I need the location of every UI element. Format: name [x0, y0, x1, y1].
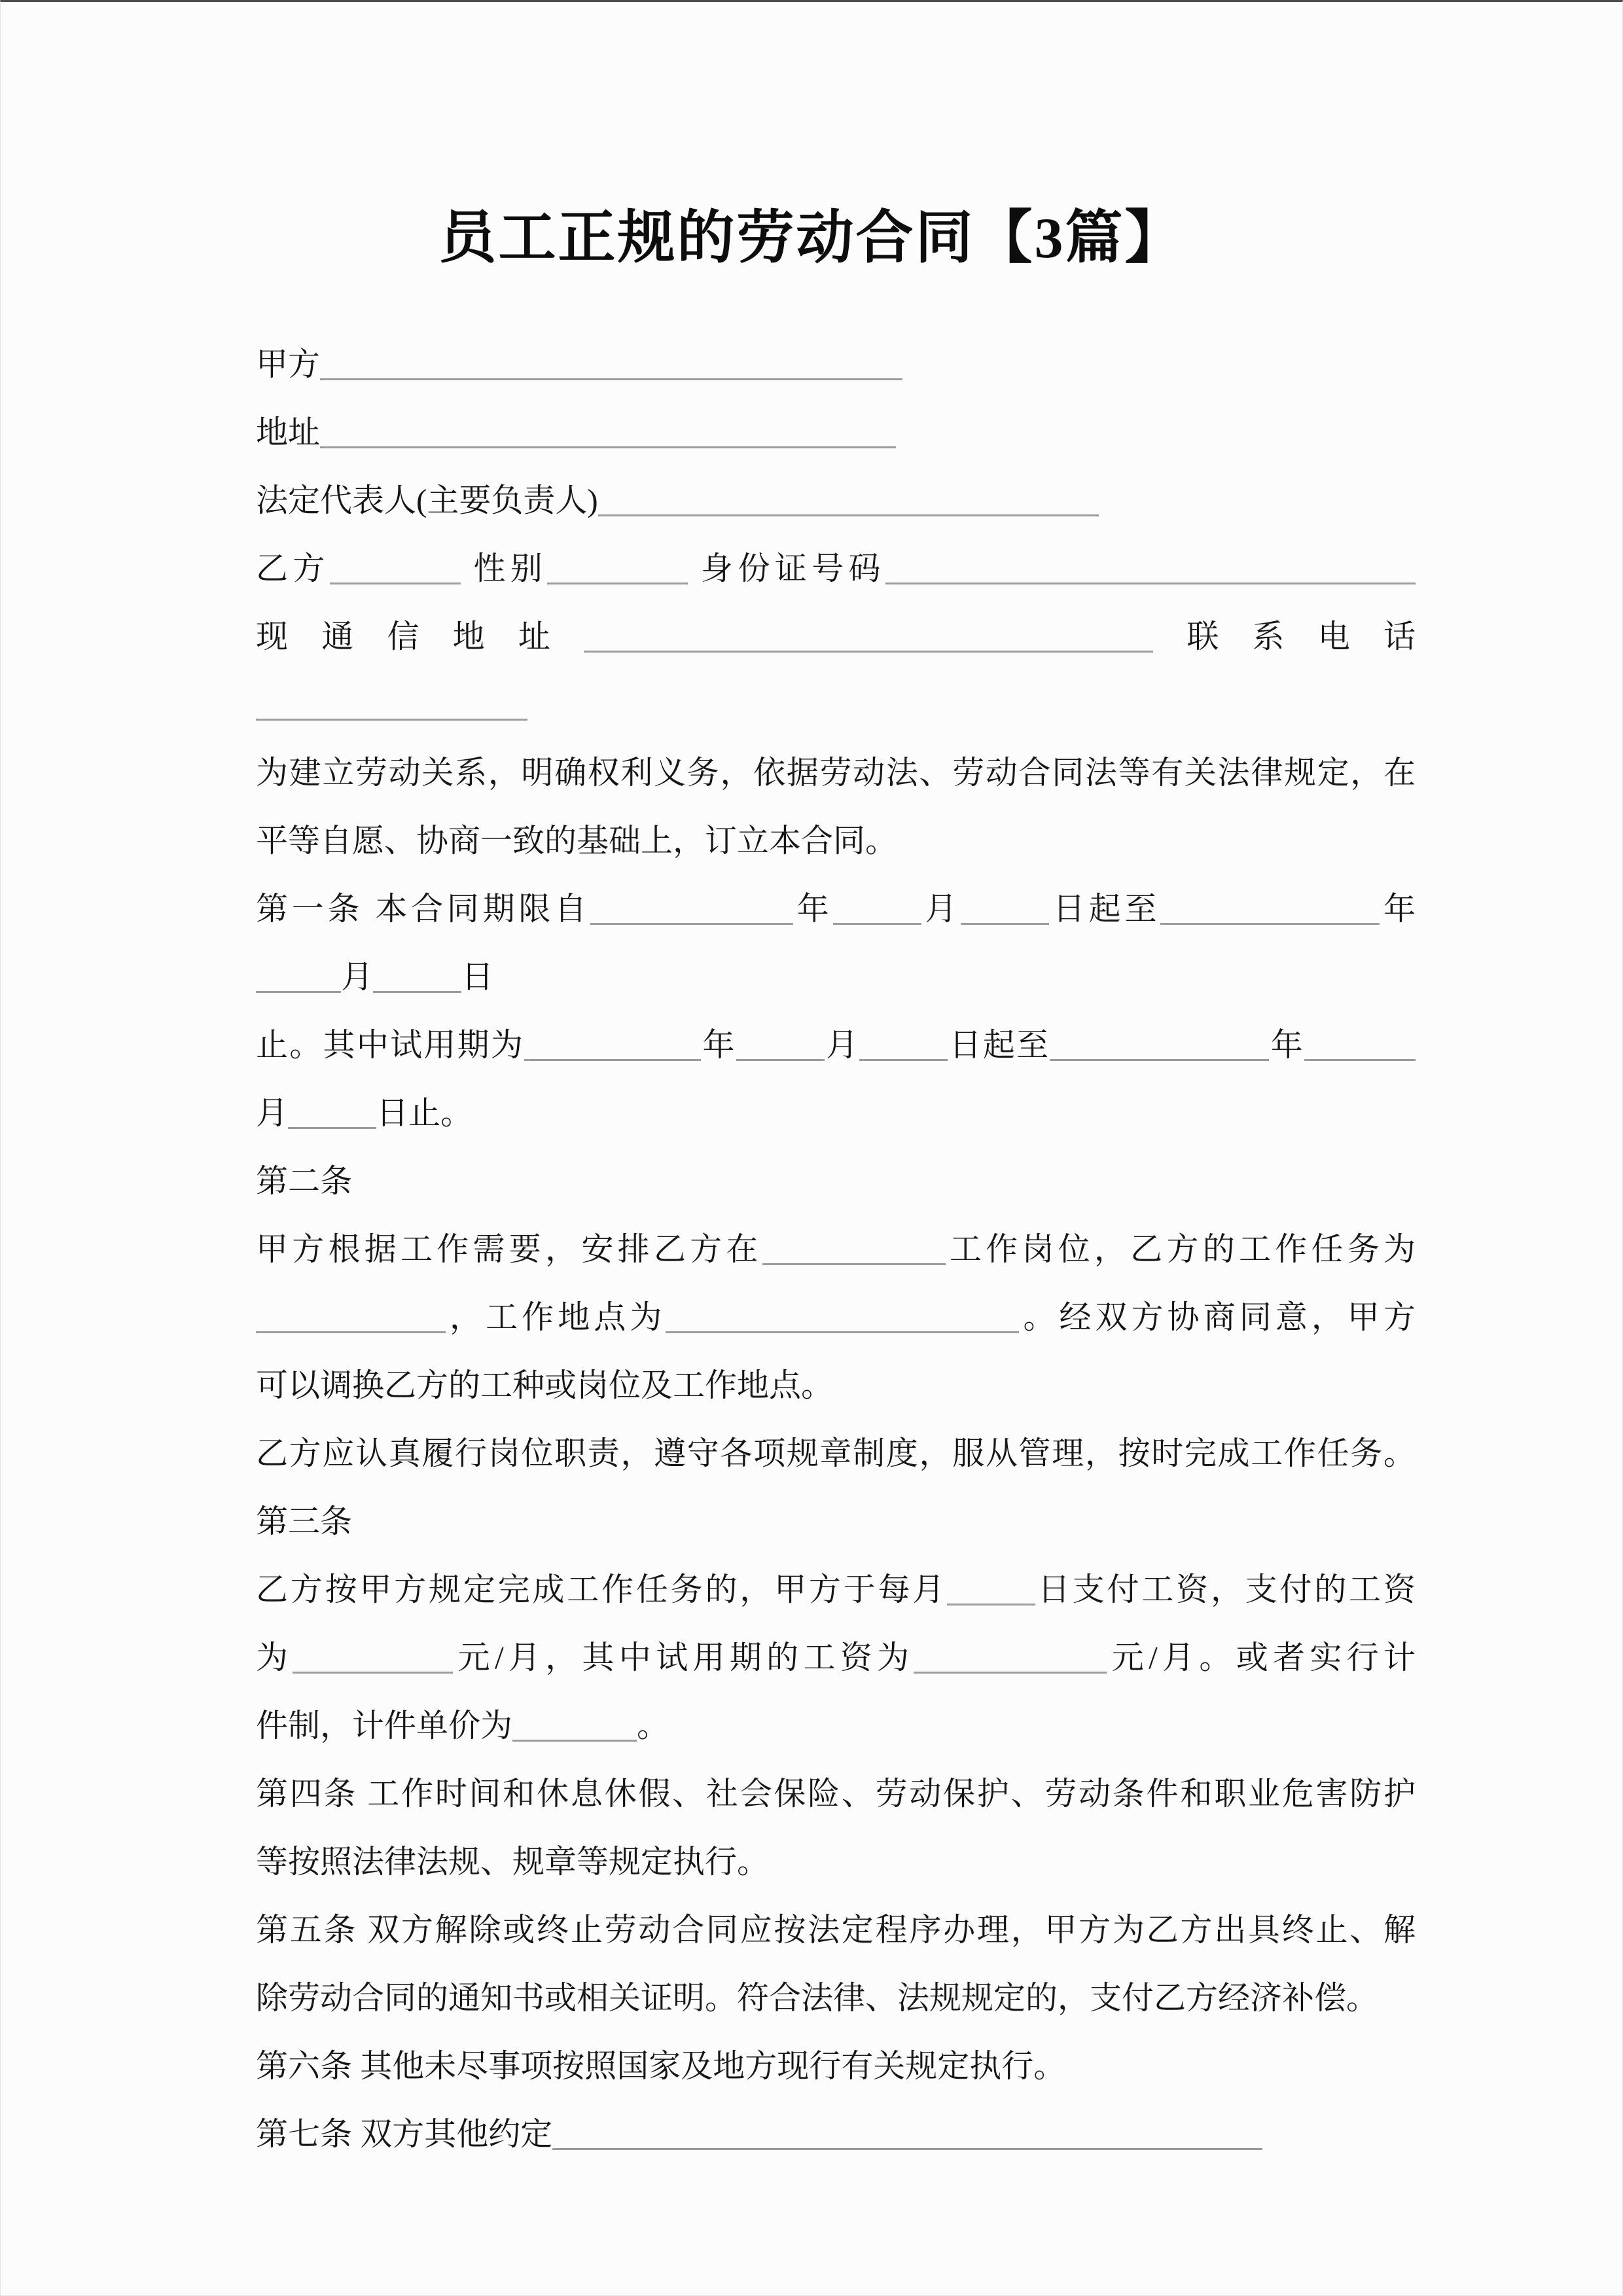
blank-underline	[293, 1666, 453, 1674]
text-segment: 法定代表人(主要负责人)	[256, 482, 598, 518]
text-segment: 件制，计件单价为	[256, 1708, 513, 1744]
blank-underline	[1160, 917, 1380, 925]
text-segment: 月	[921, 891, 961, 927]
text-segment: 年	[1380, 891, 1416, 927]
clause-3-line-2	[256, 1624, 1416, 1692]
text-segment: 日起至	[948, 1027, 1050, 1063]
text-segment: 日起至	[1049, 891, 1161, 927]
para-preamble-line-1	[256, 739, 1416, 807]
text-segment: 乙方	[256, 550, 330, 586]
blank-underline	[961, 917, 1049, 925]
blank-underline	[762, 1257, 946, 1265]
blank-underline	[833, 917, 921, 925]
clause-1-line-1	[256, 875, 1416, 943]
text-segment: 工作岗位，乙方的工作任务为	[945, 1231, 1416, 1267]
text-segment: 除劳动合同的通知书或相关证明。符合法律、法规规定的，支付乙方经济补偿。	[256, 1980, 1379, 2016]
text-segment: 甲方	[256, 346, 321, 382]
blank-underline	[584, 645, 1153, 653]
text-segment: 年	[701, 1027, 736, 1063]
line-legal-rep	[256, 467, 1416, 535]
line-address	[256, 399, 1416, 467]
text-segment: 月	[341, 959, 374, 995]
blank-underline	[590, 917, 793, 925]
clause-3-heading	[256, 1488, 1416, 1556]
text-segment: 联系电话	[1153, 619, 1416, 655]
text-segment: 元/月。或者实行计	[1107, 1640, 1416, 1676]
text-segment: 第三条	[256, 1503, 353, 1539]
clause-3-line-1	[256, 1556, 1416, 1624]
clause-5-line-2	[256, 1964, 1416, 2032]
line-contact-cont	[256, 671, 1416, 739]
blank-underline	[947, 1598, 1035, 1605]
para-preamble-line-2	[256, 807, 1416, 875]
clause-2-heading	[256, 1147, 1416, 1215]
blank-underline	[859, 1053, 948, 1061]
clause-2-line-2	[256, 1283, 1416, 1352]
text-segment: 可以调换乙方的工种或岗位及工作地点。	[256, 1367, 834, 1403]
blank-underline	[288, 1121, 376, 1129]
line-contact	[256, 603, 1416, 671]
text-segment: 乙方应认真履行岗位职责，遵守各项规章制度，服从管理，按时完成工作任务。	[256, 1435, 1416, 1471]
blank-underline	[885, 577, 1416, 584]
text-segment: 现通信地址	[256, 619, 584, 655]
text-segment: 性别	[460, 550, 548, 586]
text-segment: 甲方根据工作需要，安排乙方在	[256, 1231, 762, 1267]
clause-4-line-2	[256, 1828, 1416, 1896]
text-segment: 乙方按甲方规定完成工作任务的，甲方于每月	[256, 1571, 948, 1607]
clause-3-line-3	[256, 1692, 1416, 1760]
text-segment: 为建立劳动关系，明确权利义务，依据劳动法、劳动合同法等有关法律规定，在	[256, 755, 1416, 791]
document-body	[1, 331, 1622, 2168]
clause-1-line-2	[256, 943, 1416, 1011]
blank-underline	[256, 1325, 446, 1333]
text-segment: 等按照法律法规、规章等规定执行。	[256, 1844, 770, 1880]
clause-5-line-1	[256, 1896, 1416, 1964]
blank-underline	[524, 1053, 701, 1061]
text-segment: ，工作地点为	[446, 1299, 666, 1335]
clause-1-line-3	[256, 1011, 1416, 1079]
text-segment: 日止。	[376, 1095, 473, 1131]
text-segment: 。经双方协商同意，甲方	[1019, 1299, 1416, 1335]
text-segment: 日	[461, 959, 494, 995]
blank-underline	[552, 2142, 1262, 2150]
blank-underline	[330, 577, 461, 584]
text-segment: 月	[256, 1095, 289, 1131]
blank-underline	[1304, 1053, 1416, 1061]
text-segment: 身份证号码	[688, 550, 885, 586]
document-title: 员工正规的劳动合同【3篇】	[438, 207, 1185, 270]
clause-7-line	[256, 2100, 1416, 2168]
blank-underline	[736, 1053, 825, 1061]
text-segment: 地址	[256, 414, 321, 450]
text-segment: 第二条	[256, 1163, 353, 1199]
text-segment: 第六条 其他未尽事项按照国家及地方现行有关规定执行。	[256, 2048, 1066, 2084]
text-segment: 止。其中试用期为	[256, 1027, 525, 1063]
blank-underline	[256, 985, 341, 993]
blank-underline	[512, 1734, 637, 1742]
blank-underline	[598, 509, 1099, 516]
clause-2-line-3	[256, 1352, 1416, 1420]
clause-2-line-1	[256, 1215, 1416, 1283]
text-segment: 年	[793, 891, 833, 927]
text-segment: 。	[637, 1708, 669, 1744]
blank-underline	[666, 1325, 1019, 1333]
text-segment: 第七条 双方其他约定	[256, 2116, 553, 2152]
text-segment: 元/月，其中试用期的工资为	[453, 1640, 914, 1676]
line-party-a	[256, 331, 1416, 399]
blank-underline	[547, 577, 688, 584]
blank-underline	[256, 713, 527, 721]
clause-1-line-4	[256, 1079, 1416, 1147]
blank-underline	[320, 372, 902, 380]
blank-underline	[373, 985, 461, 993]
line-party-b	[256, 535, 1416, 603]
text-segment: 平等自愿、协商一致的基础上，订立本合同。	[256, 823, 898, 859]
text-segment: 年	[1269, 1027, 1304, 1063]
text-segment: 第五条 双方解除或终止劳动合同应按法定程序办理，甲方为乙方出具终止、解	[256, 1912, 1416, 1948]
blank-underline	[1050, 1053, 1269, 1061]
text-segment: 第一条 本合同期限自	[256, 891, 590, 927]
clause-6-line	[256, 2032, 1416, 2100]
text-segment: 第四条 工作时间和休息休假、社会保险、劳动保护、劳动条件和职业危害防护	[256, 1776, 1416, 1812]
clause-4-line-1	[256, 1760, 1416, 1828]
clause-2-line-4	[256, 1420, 1416, 1488]
blank-underline	[914, 1666, 1107, 1674]
blank-underline	[320, 440, 896, 448]
text-segment: 日支付工资，支付的工资	[1035, 1571, 1416, 1607]
text-segment: 月	[824, 1027, 860, 1063]
text-segment: 为	[256, 1640, 293, 1676]
